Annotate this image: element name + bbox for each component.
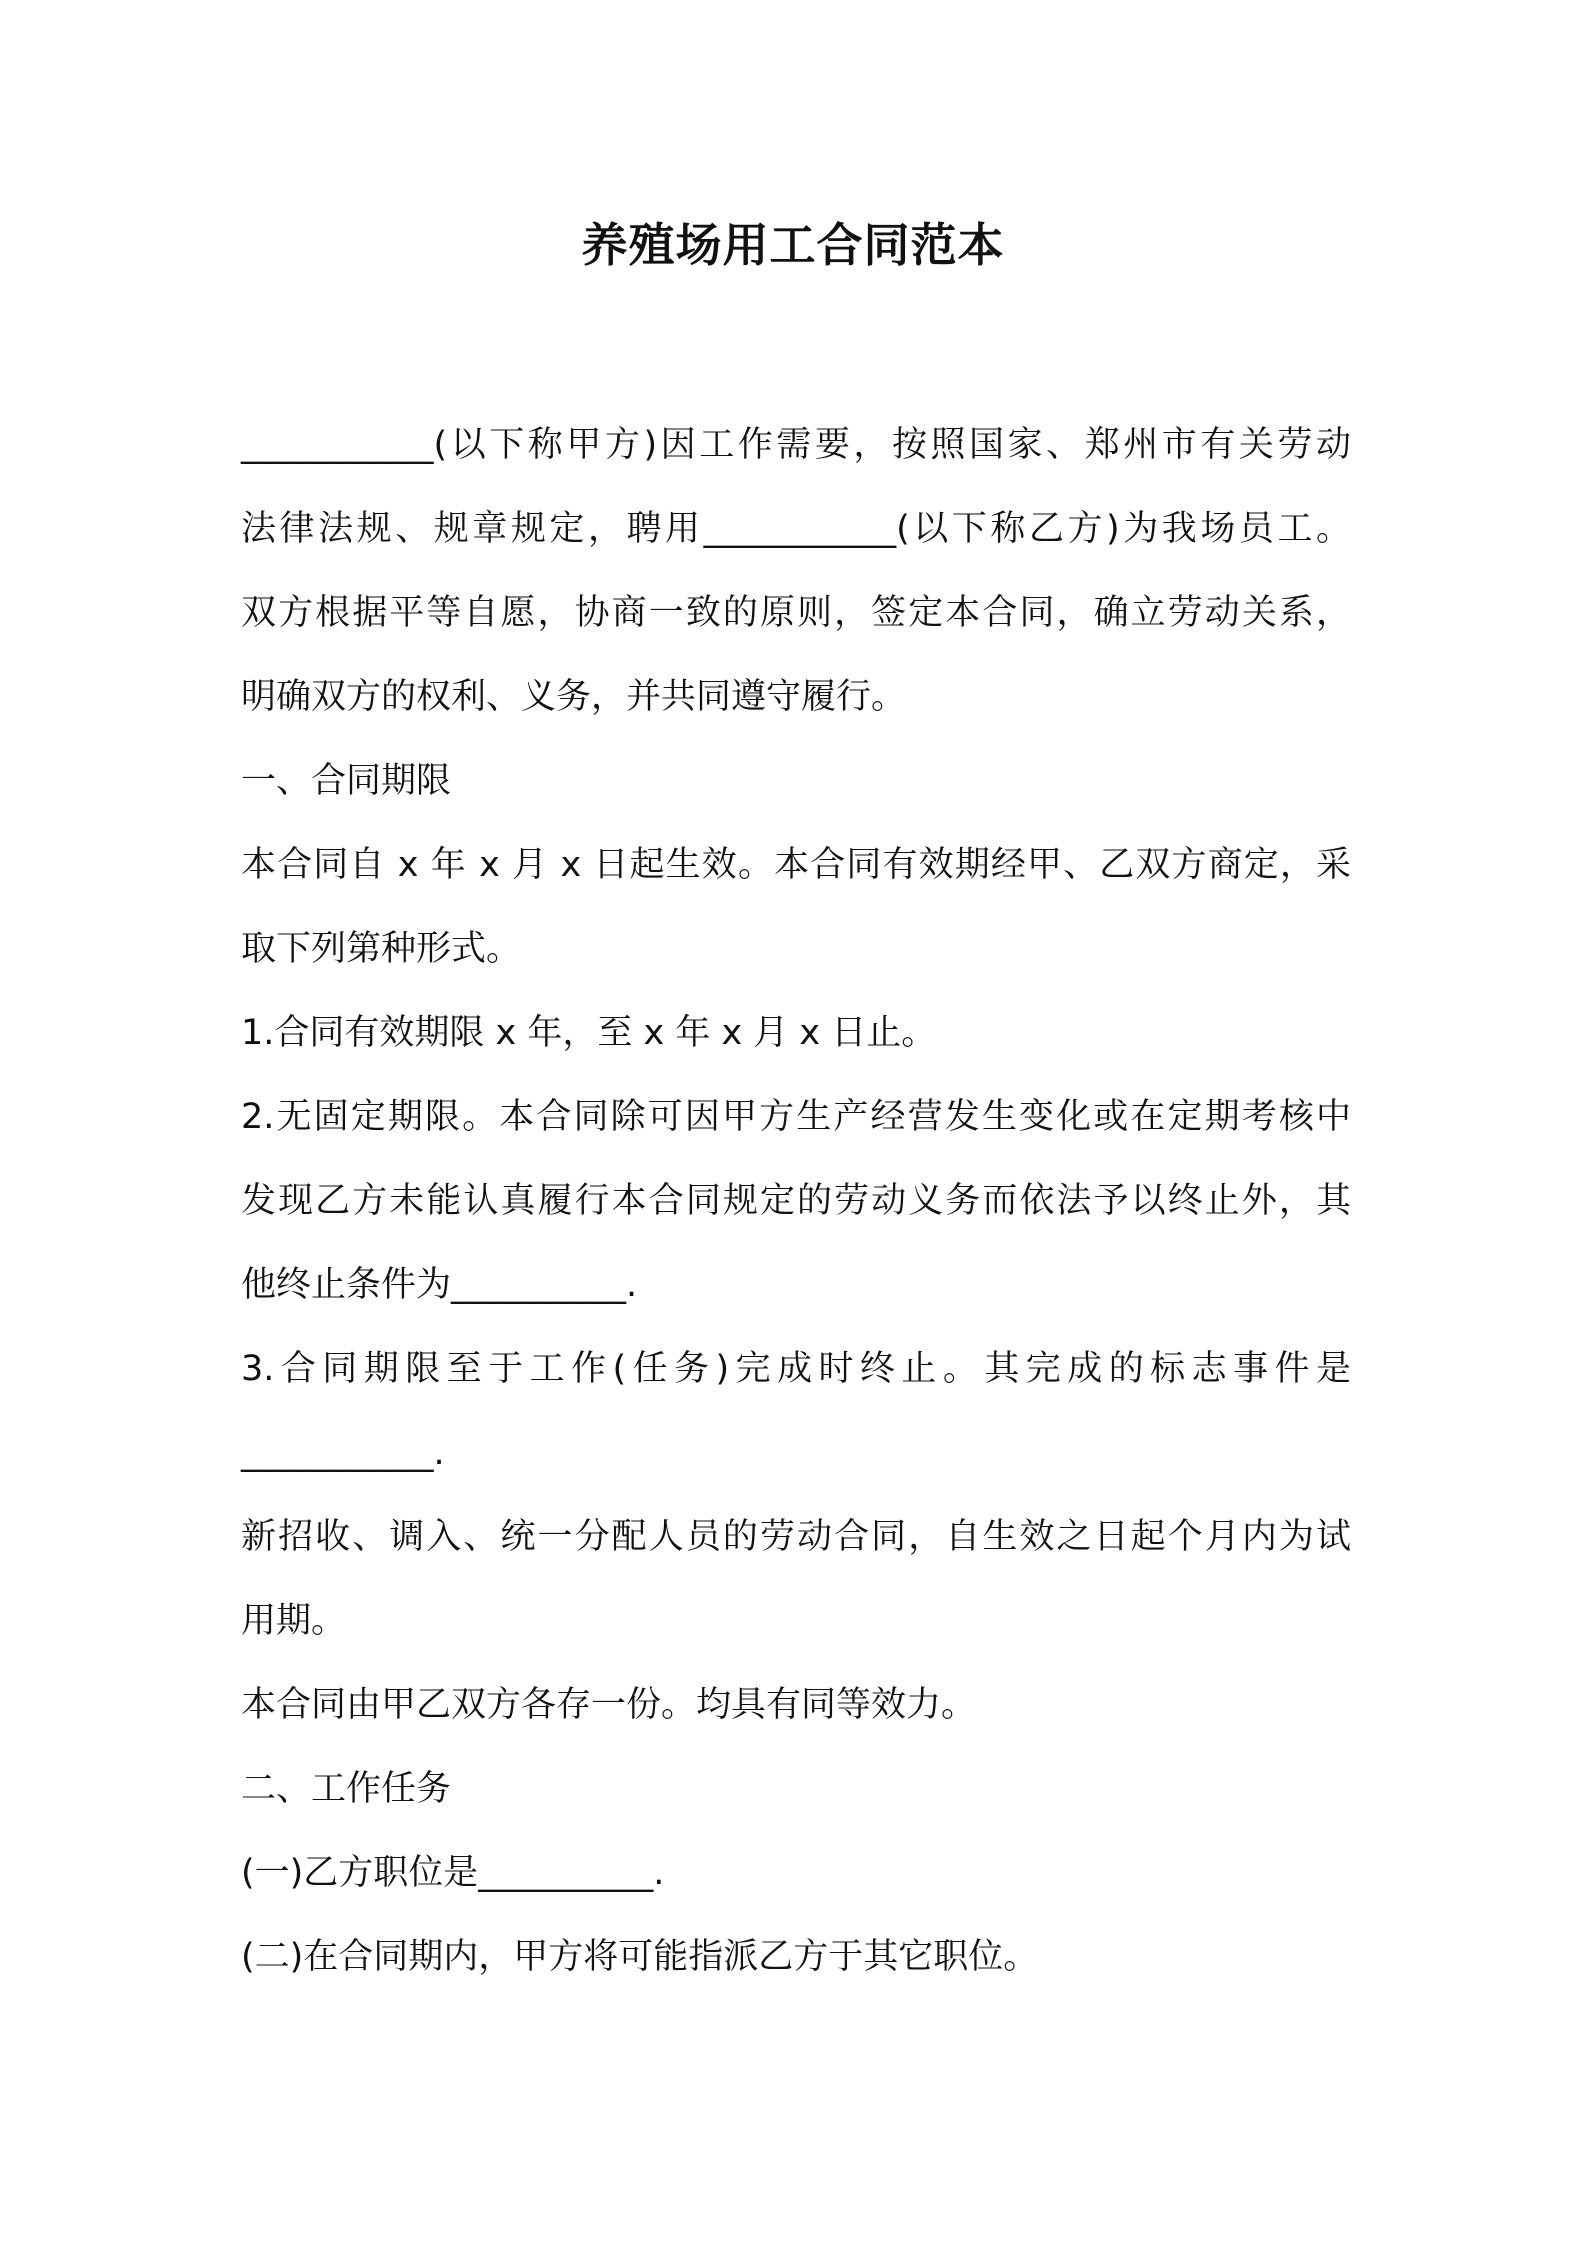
paragraph-line: 本合同由甲乙双方各存一份。均具有同等效力。 [241,1685,977,1725]
list-item: (一)乙方职位是__________. [241,1853,665,1893]
document-title: 养殖场用工合同范本 [581,218,1005,272]
paragraph-line: 用期。 [241,1601,347,1641]
blank-fill-line: ___________. [241,1433,445,1473]
document-body [241,403,1351,1999]
paragraph-line: ___________(以下称甲方)因工作需要，按照国家、郑州市有关劳动 [241,425,1351,465]
paragraph-line: 法律法规、规章规定，聘用___________(以下称乙方)为我场员工。 [241,509,1351,549]
list-item: 3.合同期限至于工作(任务)完成时终止。其完成的标志事件是 [241,1349,1351,1389]
paragraph-line: 取下列第种形式。 [241,929,522,969]
list-item: (二)在合同期内，甲方将可能指派乙方于其它职位。 [241,1937,1039,1977]
paragraph-line: 本合同自 x 年 x 月 x 日起生效。本合同有效期经甲、乙双方商定，采 [241,845,1351,885]
section-heading: 二、工作任务 [241,1769,452,1809]
paragraph-line: 新招收、调入、统一分配人员的劳动合同，自生效之日起个月内为试 [241,1517,1351,1557]
paragraph-line: 发现乙方未能认真履行本合同规定的劳动义务而依法予以终止外，其 [241,1181,1351,1221]
list-item: 2.无固定期限。本合同除可因甲方生产经营发生变化或在定期考核中 [241,1097,1351,1137]
section-heading: 一、合同期限 [241,761,452,801]
paragraph-line: 明确双方的权利、义务，并共同遵守履行。 [241,677,907,717]
paragraph-line: 他终止条件为__________. [241,1265,638,1305]
paragraph-line: 双方根据平等自愿，协商一致的原则，签定本合同，确立劳动关系， [241,593,1351,633]
list-item: 1.合同有效期限 x 年，至 x 年 x 月 x 日止。 [241,1013,937,1053]
